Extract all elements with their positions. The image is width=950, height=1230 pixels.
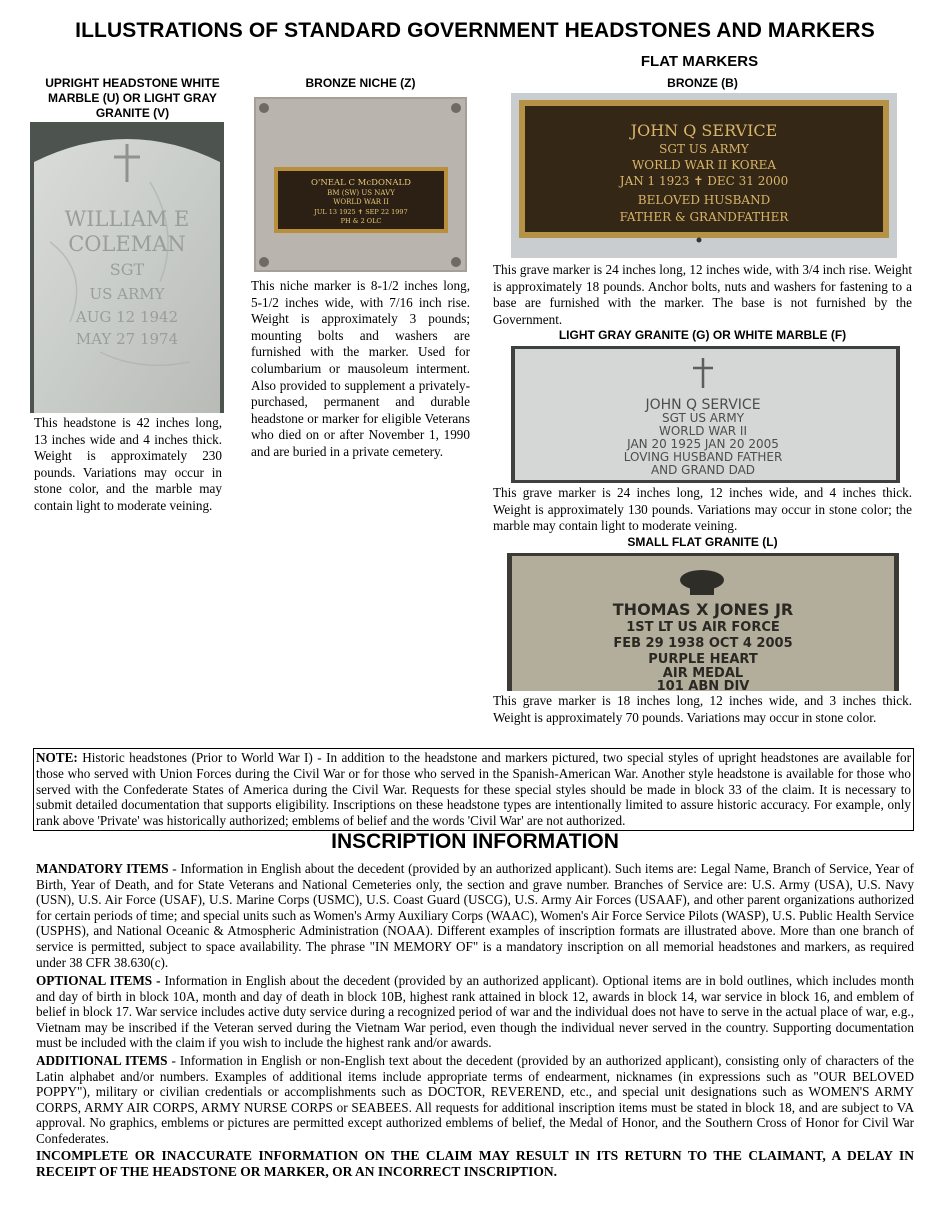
stone-line: AIR MEDAL xyxy=(662,666,744,681)
stone-line: SGT US ARMY xyxy=(661,411,745,425)
stone-line: SGT xyxy=(109,260,145,279)
historic-note-box xyxy=(33,748,914,831)
plaque-line: PH & 2 OLC xyxy=(340,217,382,225)
stone-line: 101 ABN DIV xyxy=(656,679,750,691)
optional-items-text: Information in English about the decedent (provided by an authorized applicant). Optional items are in bold outlines, which includes month and day of birth in block 10A, month and day of death in block 10B, highest rank attained in block 12, awards in block 14, war service in block 16, and emblem of belief in block 17. War service includes active duty service during a recognized period of war and the individual does not have to serve in the actual place of war, e.g., Vietnam may be inscribed if the Veteran served during the Vietnam War period, even though the individual never served in the country. Supporting documentation must be included with the claim if you wish to include the highest rank and/or awards. xyxy=(36,973,914,1051)
plaque-line: WORLD WAR II KOREA xyxy=(631,158,777,172)
stone-line: AUG 12 1942 xyxy=(75,308,179,326)
bronze-flat-marker-photo xyxy=(511,93,897,258)
stone-line: LOVING HUSBAND FATHER xyxy=(623,450,783,464)
stone-line: WORLD WAR II xyxy=(658,424,748,438)
small-flat-heading: SMALL FLAT GRANITE (L) xyxy=(627,535,778,549)
niche-description: This niche marker is 8-1/2 inches long, 5-1/2 inches wide, with 7/16 inch rise. Weight is approximately 3 pounds; mounting bolts and washers are furnished with the marker. Used for columbarium or mausoleum interment. Also provided to supplement a privately-purchased, permanent and durable headstone or marker for eligible Veterans who died on or after November 1, 1990 and are buried in a private cemetery. xyxy=(251,278,470,459)
mandatory-items-text: - Information in English about the decedent (provided by an authorized applicant). Such items are: Legal Name, Branch of Service, Year of Birth, Year of Death, and for State Veterans and National Cemeteries only, the section and grave number. Branches of Service are: U.S. Army (USA), U.S. Navy (USN), U.S. Air Force (USAF), U.S. Marine Corps (USMC), U.S. Coast Guard (USCG), U.S. Army Air Forces (USAAF), and other parent organizations authorized for certain periods of time; and special units such as Women's Army Auxiliary Corps (WAAC), Women's Air Force Service Pilots (WASP), U.S. Public Health Service (USPHS), and National Oceanic & Atmospheric Administration (NOAA). Different examples of inscription formats are illustrated above. More than one branch of service is permitted, subject to space availability. The phrase "IN MEMORY OF" is a mandatory inscription on all memorial headstones and markers, as required under 38 CFR 38.630(c). xyxy=(36,861,914,970)
flat-markers-heading: FLAT MARKERS xyxy=(640,53,759,70)
bronze-flat-heading: BRONZE (B) xyxy=(667,76,738,90)
small-flat-description: This grave marker is 18 inches long, 12 inches wide, and 3 inches thick. Weight is approximately 70 pounds. Variations may occur in stone color. xyxy=(493,693,912,725)
niche-heading: BRONZE NICHE (Z) xyxy=(305,76,416,90)
plaque-line: JOHN Q SERVICE xyxy=(630,121,778,140)
stone-line: MAY 27 1974 xyxy=(75,330,179,348)
bronze-flat-description: This grave marker is 24 inches long, 12 inches wide, with 3/4 inch rise. Weight is approximately 18 pounds. Anchor bolts, nuts and washers for fastening to a base are furnished with the marker. The base is not furnished by the Government. xyxy=(493,262,912,327)
granite-flat-marker-photo xyxy=(511,346,900,483)
plaque-line: JUL 13 1925 ✝ SEP 22 1997 xyxy=(314,208,408,216)
optional-items-paragraph xyxy=(36,973,914,1051)
stone-line: US ARMY xyxy=(89,285,165,303)
note-label: NOTE: xyxy=(36,750,78,765)
upright-heading: UPRIGHT HEADSTONE WHITE MARBLE (U) OR LIGHT GRAY GRANITE (V) xyxy=(45,76,220,120)
plaque-line: O'NEAL C McDONALD xyxy=(311,178,411,188)
plaque-line: BM (SW) US NAVY xyxy=(327,189,395,197)
stone-line: AND GRAND DAD xyxy=(650,463,756,477)
additional-items-paragraph xyxy=(36,1053,914,1147)
stone-line: 1ST LT US AIR FORCE xyxy=(626,620,780,635)
granite-flat-description: This grave marker is 24 inches long, 12 inches wide, and 4 inches thick. Weight is approximately 130 pounds. Variations may occur in stone color; the marble may contain light to moderate veining. xyxy=(493,485,912,534)
stone-line: FEB 29 1938 OCT 4 2005 xyxy=(613,636,793,651)
upright-headstone-photo xyxy=(30,122,224,413)
additional-items-text: - Information in English or non-English text about the decedent (provided by an authorized applicant), consisting only of characters of the Latin alphabet and/or numbers. Examples of additional items include appropriate terms of endearment, nicknames (in expressions such as "OUR BELOVED POPPY"), military or civilian credentials or accomplishments such as DOCTOR, REVEREND, etc., and special unit designations such as WOMEN'S ARMY CORPS, ARMY AIR CORPS, ARMY NURSE CORPS or SEABEES. All requests for additional inscription items must be stated in block 18, and are subject to VA approval. No graphics, emblems or pictures are permitted except authorized emblems of belief, the Medal of Honor, and the Southern Cross of Honor for Civil War Confederates. xyxy=(36,1053,914,1146)
upright-description: This headstone is 42 inches long, 13 inches wide and 4 inches thick. Weight is approximately 230 pounds. Variations may occur in stone color, and the marble may contain light to moderate veining. xyxy=(34,415,222,513)
stone-line: WILLIAM E xyxy=(64,207,190,231)
small-flat-granite-photo xyxy=(507,553,899,691)
stone-line: JAN 20 1925 JAN 20 2005 xyxy=(627,437,779,451)
page-title: ILLUSTRATIONS OF STANDARD GOVERNMENT HEADSTONES AND MARKERS xyxy=(75,19,875,42)
bronze-niche-photo xyxy=(254,97,467,272)
plaque-line: FATHER & GRANDFATHER xyxy=(619,210,789,224)
stone-line: JOHN Q SERVICE xyxy=(645,397,761,413)
plaque-line: WORLD WAR II xyxy=(333,198,389,206)
incomplete-info-warning: INCOMPLETE OR INACCURATE INFORMATION ON THE CLAIM MAY RESULT IN ITS RETURN TO THE CLAIMANT, A DELAY IN RECEIPT OF THE HEADSTONE OR MARKER, OR AN INCORRECT INSCRIPTION. xyxy=(36,1148,914,1179)
additional-items-label: ADDITIONAL ITEMS xyxy=(36,1053,168,1068)
stone-line: THOMAS X JONES JR xyxy=(612,600,794,619)
stone-line: COLEMAN xyxy=(68,232,186,256)
inscription-title: INSCRIPTION INFORMATION xyxy=(331,830,619,853)
plaque-line: SGT US ARMY xyxy=(659,142,749,156)
note-text: Historic headstones (Prior to World War I) - In addition to the headstone and markers pictured, two special styles of upright headstones are available for those who served with Union Forces during the Civil War or for those who served in the Spanish-American War. Another style headstone is available for those who served with the Confederate States of America during the Civil War. Requests for these special styles should be made in block 33 of the claim. It is necessary to submit detailed documentation that supports eligibility. Inscriptions on these headstone types are intentionally limited to assure historic accuracy. For example, only rank above 'Private' was historically authorized; emblems of belief and the words 'Civil War' are not authorized. xyxy=(36,750,911,829)
optional-items-label: OPTIONAL ITEMS - xyxy=(36,973,161,988)
plaque-line: BELOVED HUSBAND xyxy=(637,193,771,207)
mandatory-items-label: MANDATORY ITEMS xyxy=(36,861,169,876)
mandatory-items-paragraph xyxy=(36,861,914,970)
plaque-line: JAN 1 1923 ✝ DEC 31 2000 xyxy=(619,174,789,188)
stone-line: PURPLE HEART xyxy=(648,652,758,667)
granite-flat-heading: LIGHT GRAY GRANITE (G) OR WHITE MARBLE (F) xyxy=(558,328,847,342)
